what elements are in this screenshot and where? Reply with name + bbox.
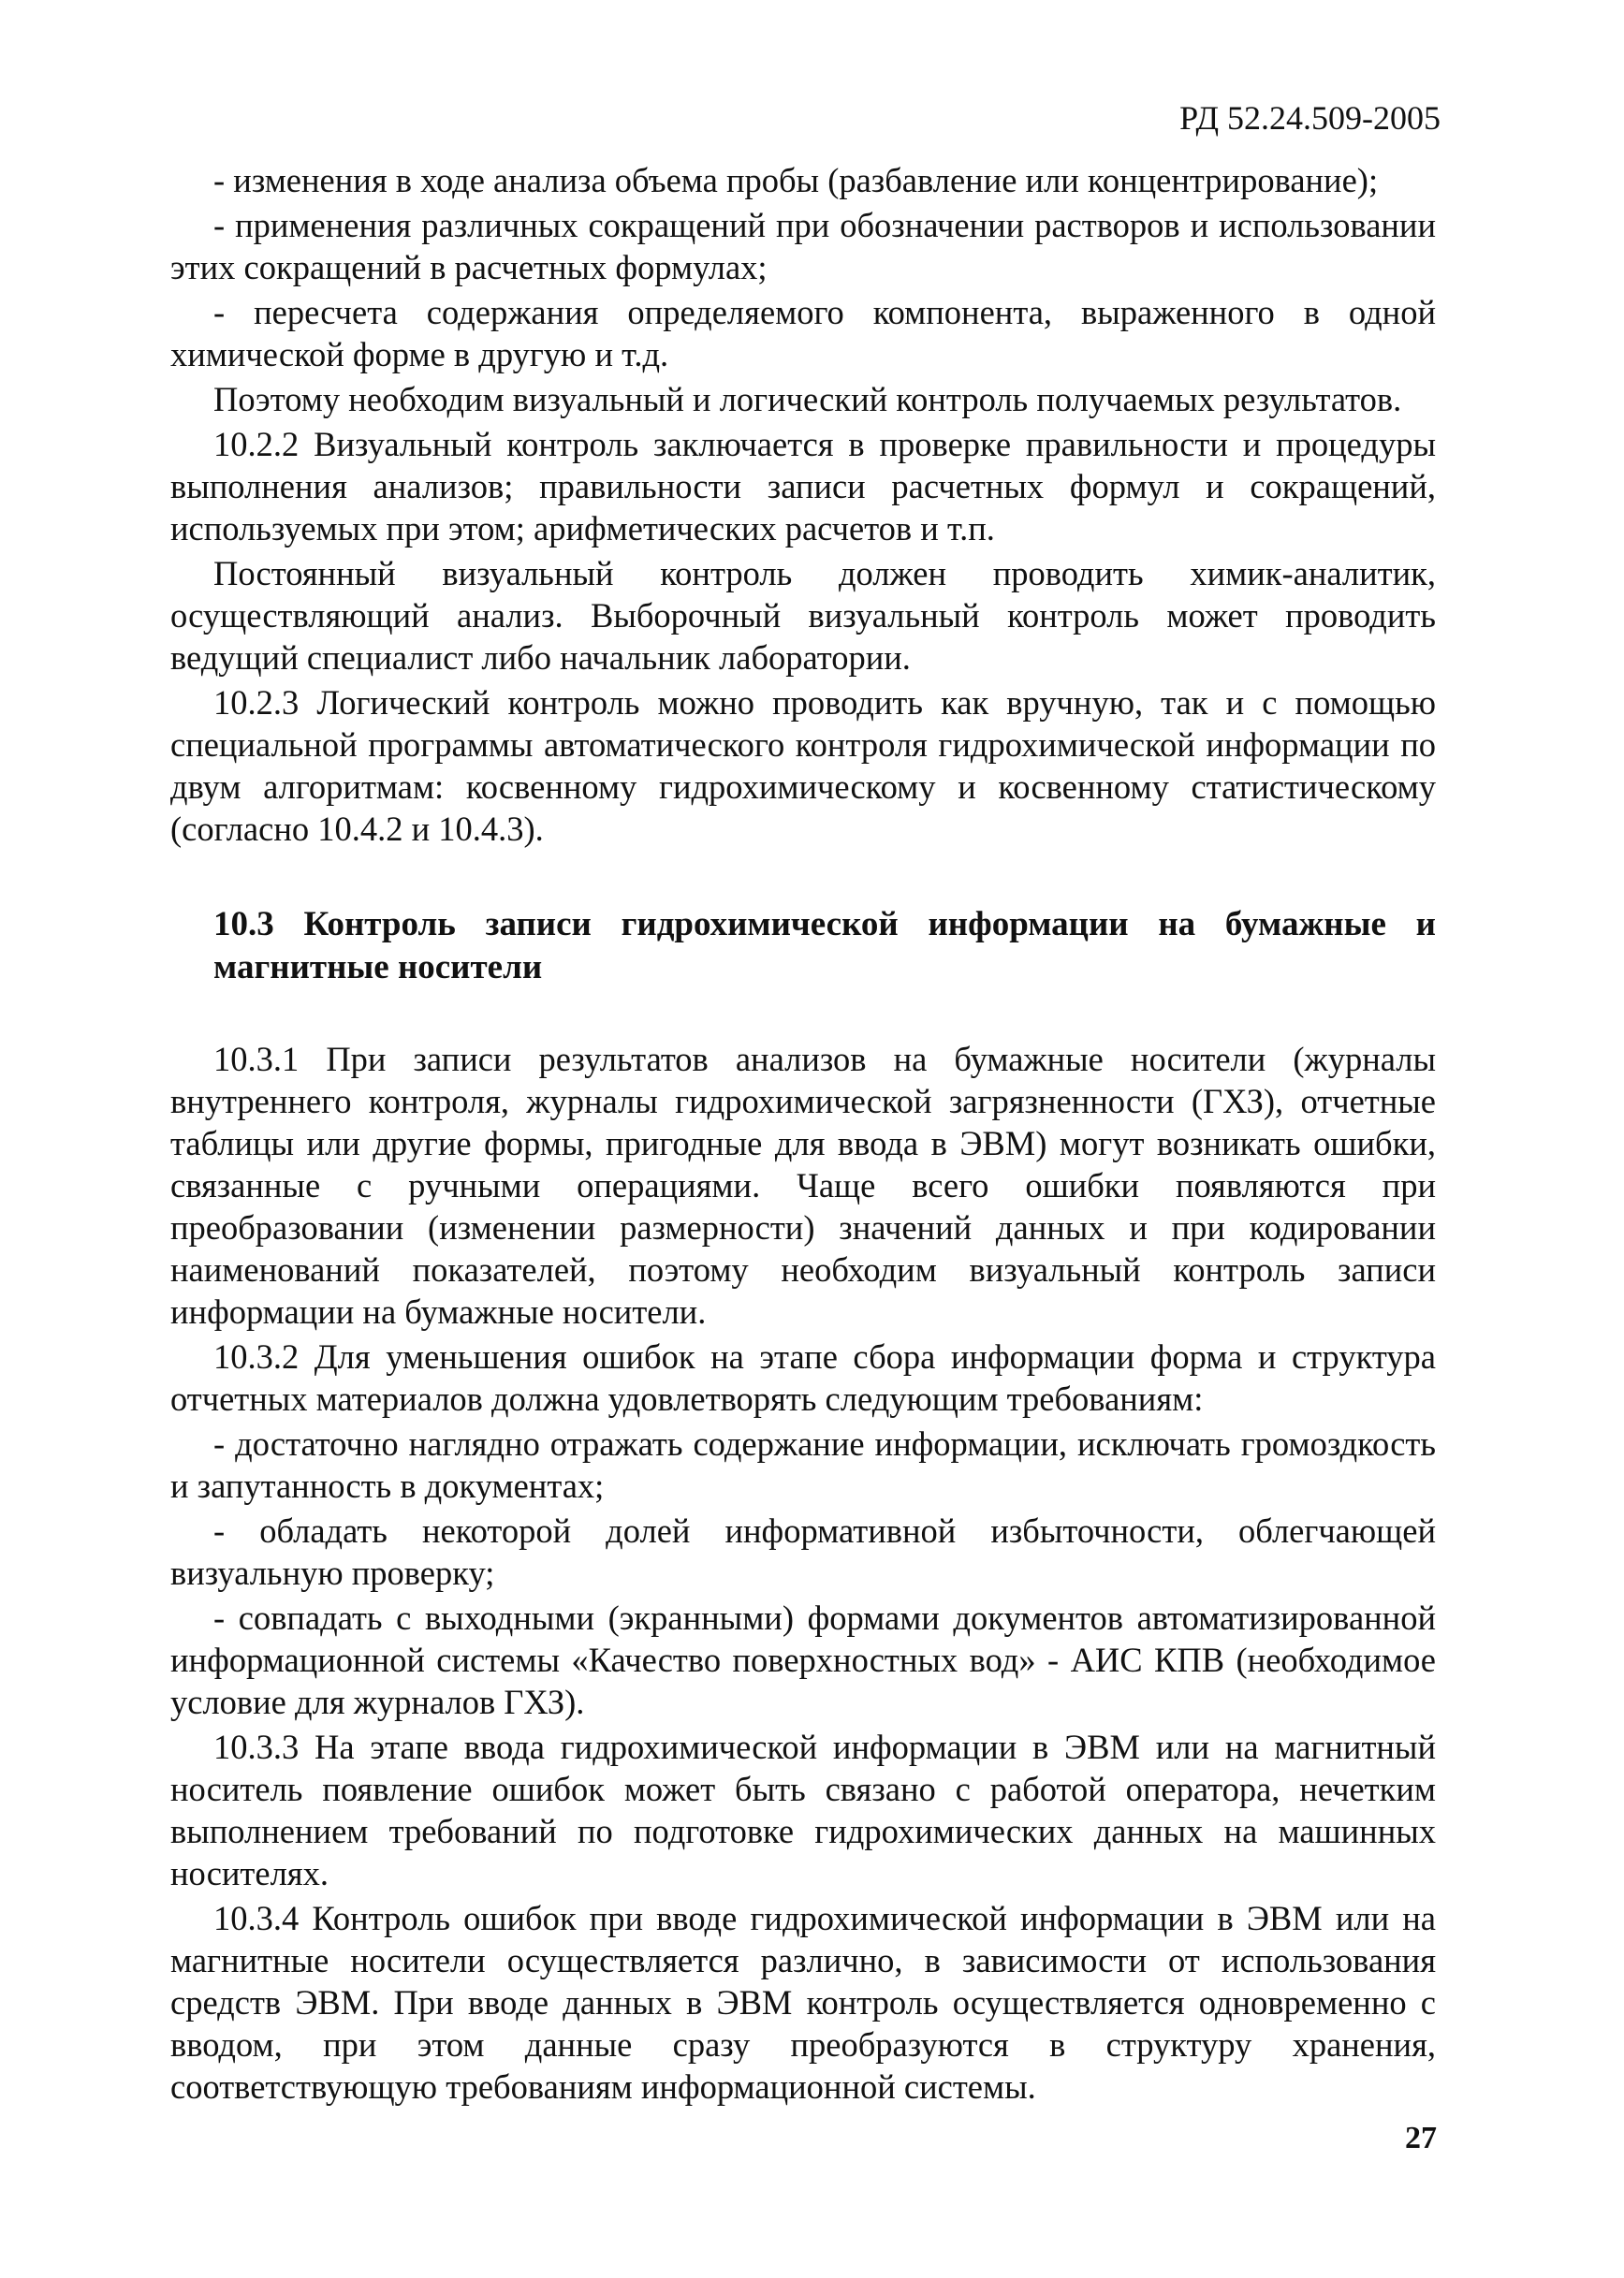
paragraph-10-3-4: 10.3.4 Контроль ошибок при вводе гидрохимической информации в ЭВМ или на магнитные носители осуществляется различно, в зависимости от использования средств ЭВМ. При вводе данных в ЭВМ контроль осуществляется одновременно с вводом, при этом данные сразу преобразуются в структуру хранения, соответствующую требованиям информационной системы. bbox=[170, 1899, 1436, 2106]
list-item-dilution: - изменения в ходе анализа объема пробы (разбавление или концентрирование); bbox=[213, 161, 1379, 199]
paragraph-10-3-2: 10.3.2 Для уменьшения ошибок на этапе сбора информации форма и структура отчетных материалов должна удовлетворять следующим требованиям: bbox=[170, 1337, 1436, 1418]
paragraph-10-3-1: 10.3.1 При записи результатов анализов на бумажные носители (журналы внутреннего контроля, журналы гидрохимической загрязненности (ГХЗ), отчетные таблицы или другие формы, пригодные для ввода в ЭВМ) могут возникать ошибки, связанные с ручными операциями. Чаще всего ошибки появляются при преобразовании (изменении размерности) значений данных и при кодировании наименований показателей, поэтому необходим визуальный контроль записи информации на бумажные носители. bbox=[170, 1040, 1436, 1331]
list-item-redundancy: - обладать некоторой долей информативной избыточности, облегчающей визуальную проверку; bbox=[170, 1511, 1436, 1592]
page-number: 27 bbox=[1405, 2121, 1437, 2155]
page-body bbox=[170, 159, 1436, 2110]
list-item-recalculation: - пересчета содержания определяемого компонента, выраженного в одной химической форме в другую и т.д. bbox=[170, 293, 1436, 373]
list-item-match-forms: - совпадать с выходными (экранными) формами документов автоматизированной информационной системы «Качество поверхностных вод» - АИС КПВ (необходимое условие для журналов ГХЗ). bbox=[170, 1599, 1436, 1721]
paragraph-10-2-2: 10.2.2 Визуальный контроль заключается в проверке правильности и процедуры выполнения анализов; правильности записи расчетных формул и сокращений, используемых при этом; арифметических расчетов и т.п. bbox=[170, 425, 1436, 548]
list-item-abbreviations: - применения различных сокращений при обозначении растворов и использовании этих сокращений в расчетных формулах; bbox=[170, 206, 1436, 286]
paragraph-constant-control: Постоянный визуальный контроль должен проводить химик-аналитик, осуществляющий анализ. Выборочный визуальный контроль может проводить ведущий специалист либо начальник лаборатории. bbox=[170, 554, 1436, 677]
paragraph-control-need: Поэтому необходим визуальный и логический контроль получаемых результатов. bbox=[213, 380, 1402, 418]
section-heading-10-3: 10.3 Контроль записи гидрохимической информации на бумажные и магнитные носители bbox=[213, 905, 1436, 986]
list-item-clarity: - достаточно наглядно отражать содержание информации, исключать громоздкость и запутанность в документах; bbox=[170, 1424, 1436, 1505]
paragraph-10-2-3: 10.2.3 Логический контроль можно проводить как вручную, так и с помощью специальной программы автоматического контроля гидрохимической информации по двум алгоритмам: косвенному гидрохимическому и косвенному статистическому (согласно 10.4.2 и 10.4.3). bbox=[170, 683, 1436, 848]
paragraph-10-3-3: 10.3.3 На этапе ввода гидрохимической информации в ЭВМ или на магнитный носитель появление ошибок может быть связано с работой оператора, нечетким выполнением требований по подготовке гидрохимических данных на машинных носителях. bbox=[170, 1728, 1436, 1892]
document-id: РД 52.24.509-2005 bbox=[1179, 99, 1441, 137]
